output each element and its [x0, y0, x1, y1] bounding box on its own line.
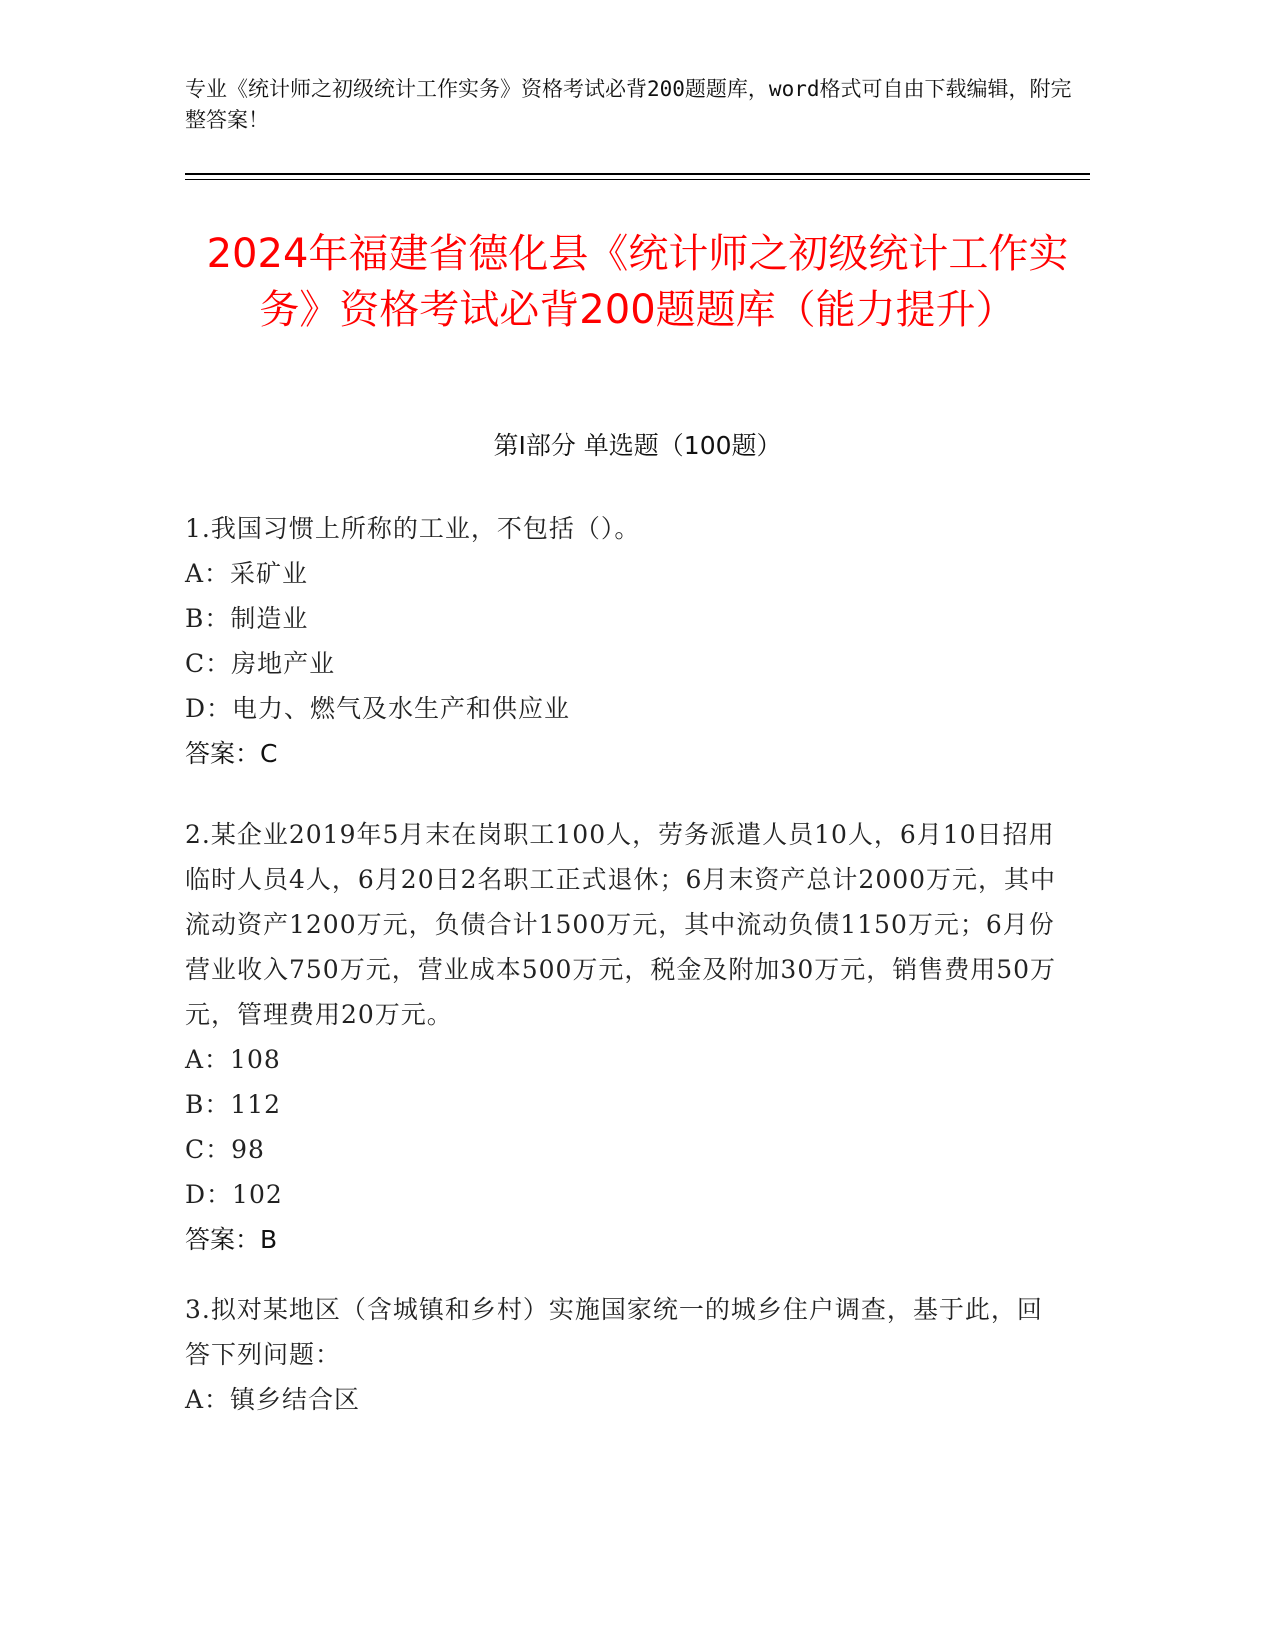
header-note: 专业《统计师之初级统计工作实务》资格考试必背200题题库，word格式可自由下载编辑，附完整答案！ [185, 77, 1072, 132]
option-a: A：镇乡结合区 [185, 1385, 361, 1414]
document-title: 2024年福建省德化县《统计师之初级统计工作实务》资格考试必背200题题库（能力提升） [206, 231, 1069, 333]
option-a: A：108 [185, 1045, 281, 1074]
question-1 [185, 506, 1065, 776]
option-d: D：102 [185, 1180, 283, 1209]
option-c: C：98 [185, 1135, 265, 1164]
question-stem: 1.我国习惯上所称的工业，不包括（）。 [185, 514, 641, 543]
question-stem: 2.某企业2019年5月末在岗职工100人，劳务派遣人员10人，6月10日招用临时人员4人，6月20日2名职工正式退休；6月末资产总计2000万元，其中流动资产1200万元，负债合计1500万元，其中流动负债1150万元；6月份营业收入750万元，营业成本500万元，税金及附加30万元，销售费用50万元，管理费用20万元。 [185, 820, 1057, 1029]
option-d: D：电力、燃气及水生产和供应业 [185, 694, 571, 723]
option-b: B：制造业 [185, 604, 309, 633]
answer: 答案：C [185, 739, 278, 768]
question-3 [185, 1287, 1065, 1422]
header-rule-thin [185, 179, 1090, 180]
option-b: B：112 [185, 1090, 282, 1119]
option-a: A：采矿业 [185, 559, 309, 588]
question-stem: 3.拟对某地区（含城镇和乡村）实施国家统一的城乡住户调查，基于此，回答下列问题： [185, 1295, 1043, 1369]
answer: 答案：B [185, 1225, 278, 1254]
section-title: 第Ⅰ部分 单选题（100题） [493, 431, 782, 460]
question-2 [185, 812, 1065, 1262]
header-rule-thick [185, 173, 1090, 175]
option-c: C：房地产业 [185, 649, 336, 678]
